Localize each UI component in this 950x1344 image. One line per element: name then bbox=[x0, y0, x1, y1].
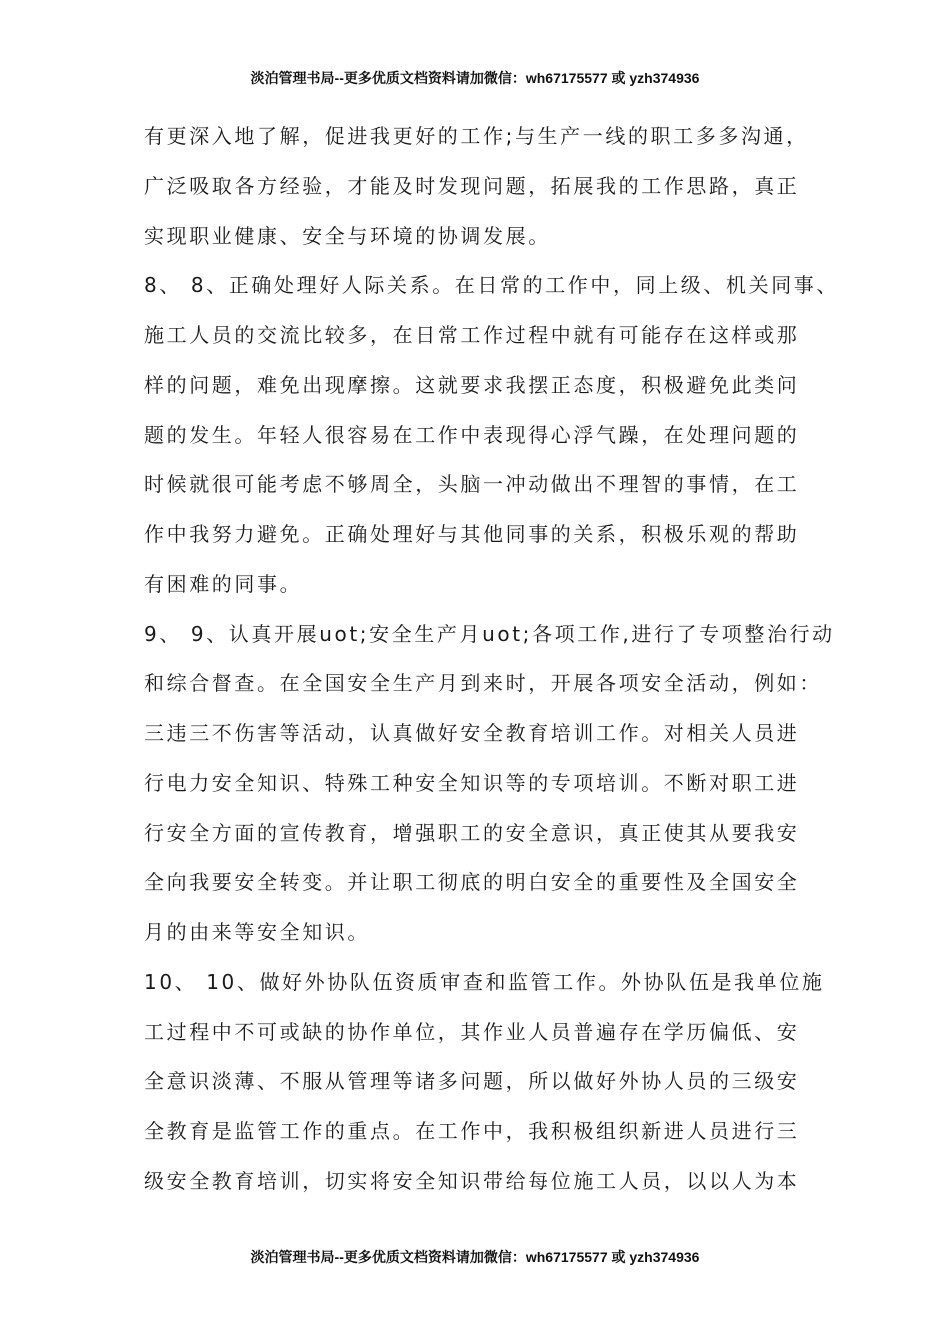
page-header: 淡泊管理书局--更多优质文档资料请加微信：wh67175577 或 yzh374936 bbox=[250, 70, 700, 86]
text-line: 题的发生。年轻人很容易在工作中表现得心浮气躁，在处理问题的 bbox=[144, 422, 800, 447]
text-line: 月的由来等安全知识。 bbox=[144, 920, 370, 944]
page-footer: 淡泊管理书局--更多优质文档资料请加微信：wh67175577 或 yzh374936 bbox=[250, 1249, 700, 1265]
text-line: 全向我要安全转变。并让职工彻底的明白安全的重要性及全国安全 bbox=[144, 870, 800, 895]
text-line: 8、 8、正确处理好人际关系。在日常的工作中，同上级、机关同事、 bbox=[144, 273, 840, 298]
text-line: 和综合督查。在全国安全生产月到来时，开展各项安全活动，例如： bbox=[144, 671, 822, 696]
text-line: 施工人员的交流比较多，在日常工作过程中就有可能存在这样或那 bbox=[144, 323, 800, 347]
text-line: 行安全方面的宣传教育，增强职工的安全意识，真正使其从要我安 bbox=[144, 820, 800, 845]
text-line: 实现职业健康、安全与环境的协调发展。 bbox=[144, 223, 551, 248]
text-line: 三违三不伤害等活动，认真做好安全教育培训工作。对相关人员进 bbox=[144, 721, 800, 745]
text-line: 时候就很可能考虑不够周全，头脑一冲动做出不理智的事情，在工 bbox=[144, 472, 800, 497]
document-body bbox=[144, 124, 840, 1221]
text-line: 有更深入地了解，促进我更好的工作;与生产一线的职工多多沟通， bbox=[144, 124, 809, 148]
text-line: 10、 10、做好外协队伍资质审查和监管工作。外协队伍是我单位施 bbox=[144, 969, 825, 994]
text-line: 广泛吸取各方经验，才能及时发现问题，拓展我的工作思路，真正 bbox=[144, 173, 800, 198]
text-line: 9、 9、认真开展uot;安全生产月uot;各项工作,进行了专项整治行动 bbox=[144, 621, 835, 646]
text-line: 全教育是监管工作的重点。在工作中，我积极组织新进人员进行三 bbox=[144, 1119, 800, 1143]
text-line: 工过程中不可或缺的协作单位，其作业人员普遍存在学历偏低、安 bbox=[144, 1019, 800, 1044]
text-line: 样的问题，难免出现摩擦。这就要求我摆正态度，积极避免此类问 bbox=[144, 372, 800, 397]
text-line: 级安全教育培训，切实将安全知识带给每位施工人员，以以人为本 bbox=[144, 1168, 800, 1193]
text-line: 行电力安全知识、特殊工种安全知识等的专项培训。不断对职工进 bbox=[144, 770, 800, 795]
text-line: 有困难的同事。 bbox=[144, 571, 303, 596]
text-line: 作中我努力避免。正确处理好与其他同事的关系，积极乐观的帮助 bbox=[144, 522, 800, 546]
text-line: 全意识淡薄、不服从管理等诸多问题，所以做好外协人员的三级安 bbox=[144, 1069, 800, 1094]
